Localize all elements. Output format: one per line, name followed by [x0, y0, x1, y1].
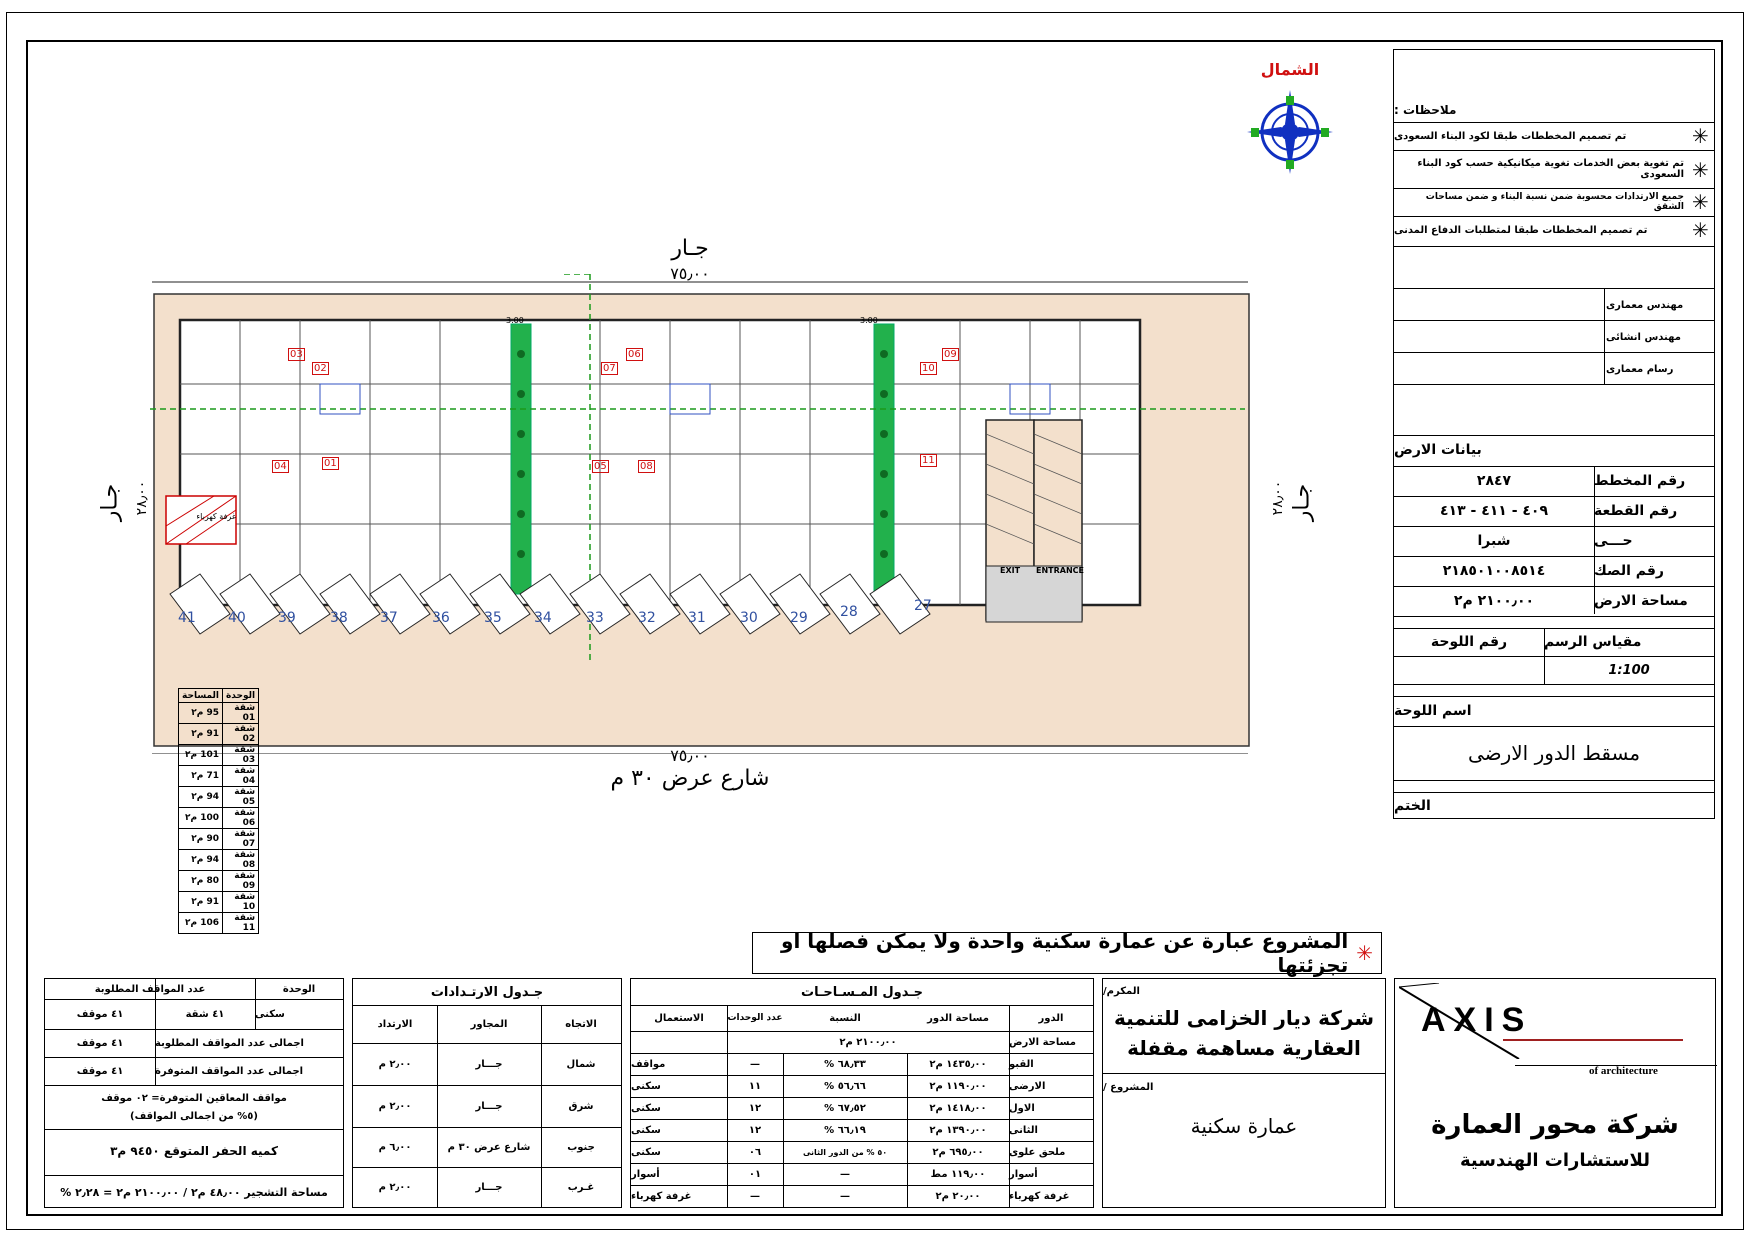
unit-cell: شقة 07 — [222, 829, 258, 850]
apartment-number: 05 — [594, 461, 607, 472]
unit-cell: شقة 10 — [222, 892, 258, 913]
parking-count: ٤١ شقة — [185, 1008, 225, 1020]
statement-text: المشروع عبارة عن عمارة سكنية واحدة ولا يمكن فصلها او تجزئتها — [781, 929, 1349, 977]
apartment-number: 11 — [922, 455, 935, 466]
parking-number: 35 — [484, 610, 502, 626]
office-logo: AXIS — [1421, 1001, 1533, 1039]
floor-units: ١٢ — [748, 1124, 762, 1136]
area-cell: 71 م٢ — [179, 766, 223, 787]
office-subtitle: للاستشارات الهندسية — [1460, 1149, 1650, 1171]
parking-number: 41 — [178, 610, 196, 626]
stamp-label: الختم — [1394, 798, 1431, 814]
asterisk-icon: ✳ — [1692, 158, 1709, 182]
apartment-number: 10 — [922, 363, 935, 374]
floor-use: أسوار — [631, 1168, 660, 1180]
table-header: عدد المواقف المطلوبة — [94, 983, 206, 995]
floor-name: غرفة كهرباء — [1009, 1190, 1070, 1202]
note-item: جميع الارتدادات محسوبة ضمن نسبة البناء و ضمن مساحات الشقق — [1425, 192, 1684, 212]
unit-cell: شقة 01 — [222, 703, 258, 724]
sheet-name-value: مسقط الدور الارضى — [1467, 741, 1641, 765]
dimension-left: ٢٨٫٠٠ — [134, 480, 150, 516]
floor-units: ١١ — [748, 1080, 762, 1092]
parking-number: 36 — [432, 610, 450, 626]
exit-label: EXIT — [1000, 566, 1021, 575]
setback-neighbor: جـــار — [475, 1058, 503, 1070]
table-header: مساحة الدور — [927, 1012, 989, 1024]
setback-neighbor: جـــار — [475, 1100, 503, 1112]
office-block — [1394, 978, 1716, 1208]
floor-ratio: — — [840, 1190, 850, 1202]
floor-area: ٢٠٫٠٠ م٢ — [935, 1190, 981, 1202]
floor-area: ٦٩٥٫٠٠ م٢ — [932, 1146, 984, 1158]
area-cell: 106 م٢ — [179, 913, 223, 934]
street-label: شارع عرض ٣٠ م — [610, 766, 770, 791]
landscaping-area: مساحة التشجير ٤٨٫٠٠ م٢ / ٢١٠٠٫٠٠ م٢ = ٢٫٢٨ % — [60, 1185, 328, 1199]
client-label: المكرم/ — [1103, 985, 1140, 997]
corridor-width: 3.00 — [860, 316, 878, 325]
office-logo-sub: of architecture — [1589, 1065, 1658, 1077]
units-area-table — [178, 688, 259, 934]
land-label: رقم المخطط — [1594, 473, 1686, 489]
parking-number: 30 — [740, 610, 758, 626]
unit-cell: شقة 09 — [222, 871, 258, 892]
neighbor-top: جـار — [671, 236, 709, 261]
dimension-bottom: ٧٥٫٠٠ — [670, 746, 710, 765]
staff-label: مهندس معمارى — [1606, 299, 1684, 311]
setback-value: ٢٫٠٠ م — [378, 1058, 412, 1070]
setback-value: ٦٫٠٠ م — [378, 1141, 412, 1153]
area-cell: 95 م٢ — [179, 703, 223, 724]
scale-value: 1:100 — [1608, 662, 1650, 678]
apartment-number: 02 — [314, 363, 327, 374]
table-header: المساحة — [179, 689, 223, 703]
parking-number: 37 — [380, 610, 398, 626]
area-cell: 101 م٢ — [179, 745, 223, 766]
setback-value: ٢٫٠٠ م — [378, 1181, 412, 1193]
apartment-number: 08 — [640, 461, 653, 472]
parking-number: 28 — [840, 604, 858, 620]
floor-units: — — [750, 1058, 760, 1070]
office-name: شركة محور العمارة — [1431, 1110, 1679, 1140]
parking-number: 31 — [688, 610, 706, 626]
scale-label: مقياس الرسم — [1544, 634, 1642, 650]
client-project-block — [1102, 978, 1386, 1208]
table-row — [179, 850, 259, 871]
floor-name: أسوار — [1009, 1168, 1038, 1180]
floor-area: ١٣٩٠٫٠٠ م٢ — [929, 1124, 987, 1136]
sheet-name-label: اسم اللوحة — [1394, 703, 1472, 719]
project-statement — [752, 929, 1382, 977]
floor-ratio: — — [840, 1168, 850, 1180]
table-row — [179, 766, 259, 787]
disabled-parking: مواقف المعاقين المتوفرة= ٠٢ موقف — [101, 1092, 287, 1104]
floor-use: سكنى — [631, 1080, 661, 1092]
corridor-width: 3.00 — [506, 316, 524, 325]
client-name-line1: شركة ديار الخزامى للتنمية — [1114, 1006, 1374, 1030]
floor-use: مواقف — [631, 1058, 666, 1070]
parking-number: 33 — [586, 610, 604, 626]
land-label: مساحة الارض — [1594, 593, 1688, 609]
table-header: الوحدة — [282, 983, 316, 995]
floor-name: الثانى — [1009, 1124, 1038, 1136]
floor-name: الارضى — [1009, 1080, 1046, 1092]
apartment-number: 06 — [628, 349, 641, 360]
floor-units: ١٢ — [748, 1102, 762, 1114]
unit-cell: شقة 05 — [222, 787, 258, 808]
table-row — [179, 703, 259, 724]
floor-ratio: ٥٦٫٦٦ % — [824, 1080, 866, 1092]
area-cell: 90 م٢ — [179, 829, 223, 850]
note-item: تم تصميم المخططات طبقا لمتطلبات الدفاع المدنى — [1394, 224, 1648, 236]
floor-area: ١١٩٫٠٠ مط — [930, 1168, 986, 1180]
unit-cell: شقة 04 — [222, 766, 258, 787]
note-item: تم تغوية بعض الخدمات تغوية ميكانيكية حسب كود البناء السعودى — [1417, 158, 1684, 180]
table-row — [179, 829, 259, 850]
apartment-number: 04 — [274, 461, 287, 472]
floor-ratio: ٦٨٫٣٣ % — [824, 1058, 866, 1070]
parking-number: 39 — [278, 610, 296, 626]
areas-title: جـدول المـسـاحـات — [801, 984, 924, 1000]
table-row — [179, 787, 259, 808]
parking-total-available-label: اجمالى عدد المواقف المتوفرة — [155, 1065, 304, 1077]
apartment-number: 09 — [944, 349, 957, 360]
apartment-number: 07 — [603, 363, 616, 374]
parking-table — [44, 978, 344, 1208]
unit-cell: شقة 06 — [222, 808, 258, 829]
floor-units: — — [750, 1190, 760, 1202]
area-cell: 94 م٢ — [179, 850, 223, 871]
parking-total-required-label: اجمالى عدد المواقف المطلوبة — [155, 1037, 304, 1049]
floor-ratio: ٦٦٫١٩ % — [824, 1124, 866, 1136]
floor-ratio: ٥٠ % من الدور الثانى — [802, 1147, 888, 1157]
logo-accent — [1503, 1039, 1683, 1041]
land-area-value: ٢١٠٠٫٠٠ م٢ — [839, 1036, 897, 1048]
north-label: الشمال — [1260, 60, 1320, 79]
project-name: عمارة سكنية — [1190, 1114, 1298, 1138]
floor-name: القبو — [1009, 1058, 1034, 1070]
land-value: ٢١٠٠٫٠٠ م٢ — [1453, 593, 1535, 609]
asterisk-icon: ✳ — [1692, 218, 1709, 242]
floor-name: الاول — [1009, 1102, 1035, 1114]
asterisk-icon: ✳ — [1692, 124, 1709, 148]
land-value: ٢٨٤٧ — [1476, 473, 1512, 489]
floor-ratio: ٦٧٫٥٢ % — [824, 1102, 866, 1114]
floor-use: غرفة كهرباء — [631, 1190, 692, 1202]
table-header-row — [179, 689, 259, 703]
setbacks-title: جـدول الارتـدادات — [430, 984, 544, 1000]
setbacks-table — [352, 978, 622, 1208]
client-name-line2: العقارية مساهمة مقفلة — [1127, 1036, 1361, 1060]
land-value: ٤٠٩ - ٤١١ - ٤١٣ — [1439, 503, 1549, 519]
table-row — [179, 745, 259, 766]
parking-total-required-value: ٤١ موقف — [76, 1037, 124, 1049]
table-header: الدور — [1038, 1012, 1064, 1024]
land-area-label: مساحة الارض — [1009, 1036, 1076, 1048]
parking-number: 32 — [638, 610, 656, 626]
land-label: رقم الصك — [1594, 563, 1664, 579]
table-row — [179, 724, 259, 745]
land-label: حـــى — [1594, 533, 1633, 549]
floor-name: ملحق علوى — [1009, 1146, 1066, 1158]
area-cell: 91 م٢ — [179, 892, 223, 913]
neighbor-left: جـار — [97, 483, 123, 522]
floor-use: سكنى — [631, 1146, 661, 1158]
excavation-volume: كميه الحفر المتوقع ٩٤٥٠ م٣ — [110, 1144, 278, 1158]
parking-number: 38 — [330, 610, 348, 626]
apartment-number: 01 — [324, 458, 337, 469]
table-header: الاستعمال — [654, 1012, 704, 1024]
floor-units: ٠٦ — [748, 1146, 762, 1158]
parking-type: سكنى — [255, 1008, 285, 1020]
land-title: بيانات الارض — [1394, 442, 1482, 458]
setback-neighbor: شارع عرض ٣٠ م — [447, 1141, 531, 1153]
staff-label: مهندس انشائى — [1606, 331, 1681, 343]
table-row — [179, 913, 259, 934]
parking-total-available-value: ٤١ موقف — [76, 1065, 124, 1077]
staff-label: رسام معمارى — [1606, 363, 1674, 375]
table-header: الوحدة — [222, 689, 258, 703]
area-cell: 94 م٢ — [179, 787, 223, 808]
floor-area: ١٤١٨٫٠٠ م٢ — [929, 1102, 987, 1114]
table-header: المجاور — [470, 1018, 508, 1030]
area-cell: 80 م٢ — [179, 871, 223, 892]
land-label: رقم القطعة — [1594, 503, 1678, 519]
setback-direction: غـرب — [567, 1181, 595, 1193]
floor-area: ١١٩٠٫٠٠ م٢ — [929, 1080, 987, 1092]
floor-use: سكنى — [631, 1102, 661, 1114]
title-block — [1393, 49, 1715, 819]
asterisk-icon: ✳ — [1692, 190, 1709, 214]
table-header: الاتجاه — [565, 1018, 597, 1030]
setback-value: ٢٫٠٠ م — [378, 1100, 412, 1112]
parking-number: 40 — [228, 610, 246, 626]
area-cell: 100 م٢ — [179, 808, 223, 829]
areas-table — [630, 978, 1094, 1208]
floor-area: ١٤٣٥٫٠٠ م٢ — [929, 1058, 987, 1070]
table-header: عدد الوحدات — [727, 1013, 783, 1023]
asterisk-icon: ✳ — [1356, 941, 1373, 965]
unit-cell: شقة 02 — [222, 724, 258, 745]
compass-icon — [1235, 84, 1345, 180]
notes-title: ملاحظات : — [1394, 103, 1457, 117]
site-plan-drawing — [140, 274, 1260, 754]
parking-required: ٤١ موقف — [76, 1008, 124, 1020]
table-header: النسبة — [829, 1012, 861, 1024]
neighbor-right: جـار — [1289, 483, 1315, 522]
parking-number: 34 — [534, 610, 552, 626]
area-cell: 91 م٢ — [179, 724, 223, 745]
unit-cell: شقة 11 — [222, 913, 258, 934]
dimension-top: ٧٥٫٠٠ — [670, 264, 710, 283]
dimension-right: ٢٨٫٠٠ — [1270, 480, 1286, 516]
setback-direction: جنوب — [567, 1141, 595, 1153]
table-row — [179, 892, 259, 913]
note-item: تم تصميم المخططات طبقا لكود البناء السعودى — [1394, 130, 1627, 142]
land-value: شبرا — [1477, 533, 1511, 549]
land-value: ٢١٨٥٠١٠٠٨٥١٤ — [1442, 563, 1546, 579]
disabled-parking-note: (٥% من اجمالى المواقف) — [130, 1110, 258, 1122]
entrance-label: ENTRANCE — [1036, 566, 1084, 575]
sheet-number-label: رقم اللوحة — [1430, 634, 1508, 650]
floor-units: ٠١ — [748, 1168, 762, 1180]
apartment-number: 03 — [290, 349, 303, 360]
floor-use: سكنى — [631, 1124, 661, 1136]
table-row — [179, 808, 259, 829]
north-arrow — [1225, 60, 1355, 180]
setback-direction: شمال — [566, 1058, 596, 1070]
table-row — [179, 871, 259, 892]
setback-neighbor: جـــار — [475, 1181, 503, 1193]
parking-number: 27 — [914, 598, 932, 614]
unit-cell: شقة 08 — [222, 850, 258, 871]
parking-number: 29 — [790, 610, 808, 626]
setback-direction: شرق — [568, 1100, 594, 1112]
table-header: الارتداد — [377, 1018, 413, 1030]
electric-room-label: غرفة كهرباء — [196, 512, 236, 521]
unit-cell: شقة 03 — [222, 745, 258, 766]
project-label: المشروع / — [1103, 1081, 1154, 1093]
